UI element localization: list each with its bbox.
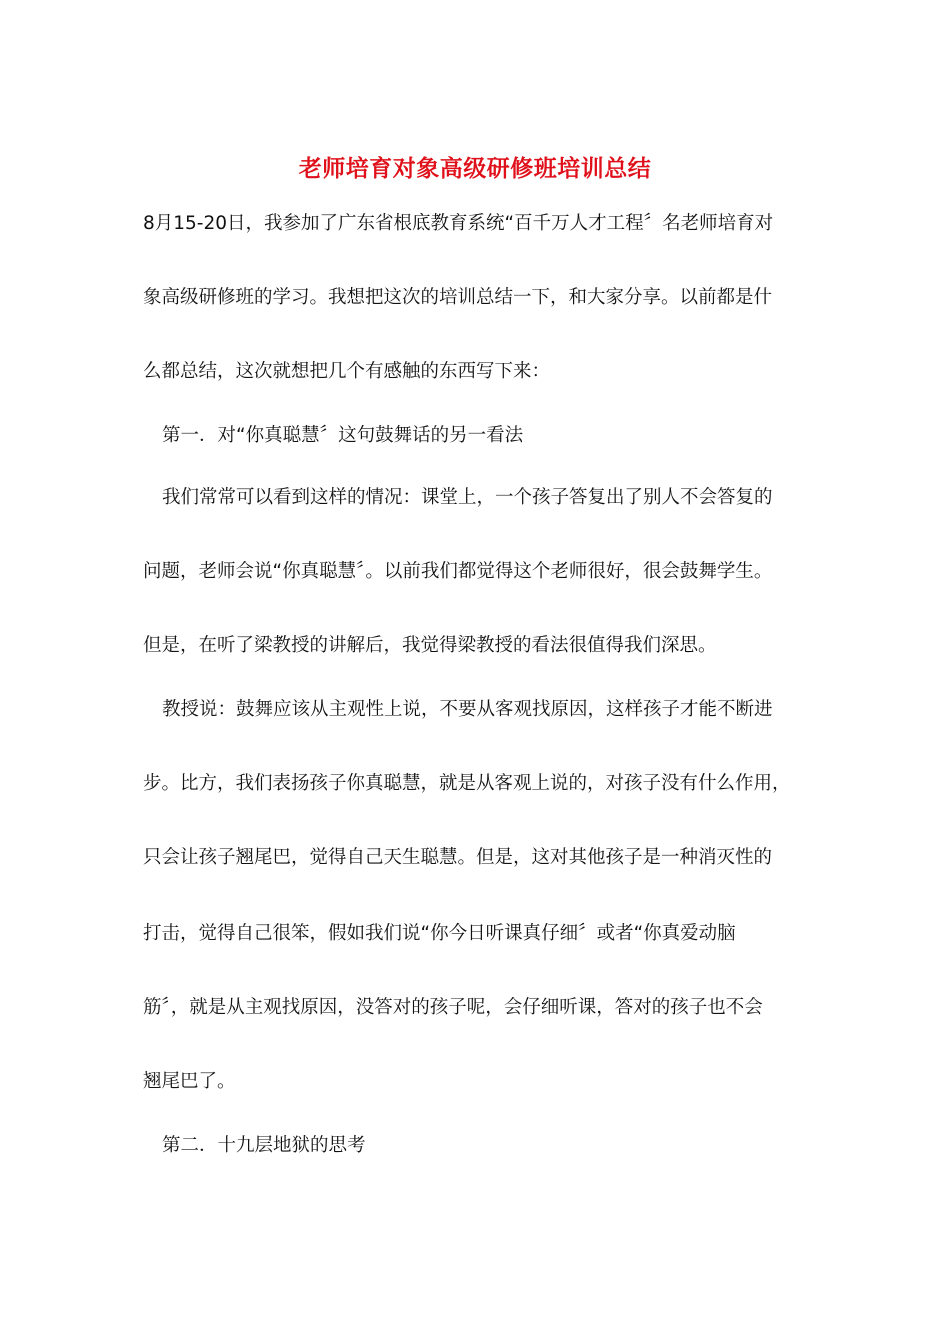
paragraph-line: 翘尾巴了。 bbox=[143, 1071, 236, 1092]
paragraph-line: 但是，在听了梁教授的讲解后，我觉得梁教授的看法很值得我们深思。 bbox=[143, 635, 717, 656]
paragraph-line: 我们常常可以看到这样的情况：课堂上，一个孩子答复出了别人不会答复的 bbox=[162, 487, 773, 508]
section-heading: 第二．十九层地狱的思考 bbox=[162, 1135, 366, 1156]
paragraph-line: 教授说：鼓舞应该从主观性上说，不要从客观找原因，这样孩子才能不断进 bbox=[162, 699, 773, 720]
paragraph-line: 么都总结，这次就想把几个有感触的东西写下来： bbox=[143, 361, 551, 382]
paragraph-line: 象高级研修班的学习。我想把这次的培训总结一下，和大家分享。以前都是什 bbox=[143, 287, 773, 308]
paragraph-line: 8月15-20日，我参加了广东省根底教育系统“百千万人才工程〞名老师培育对 bbox=[143, 213, 774, 234]
paragraph-line: 筋〞，就是从主观找原因，没答对的孩子呢，会仔细听课，答对的孩子也不会 bbox=[143, 997, 763, 1018]
section-heading: 第一．对“你真聪慧〞这句鼓舞话的另一看法 bbox=[162, 425, 524, 446]
paragraph-line: 只会让孩子翘尾巴，觉得自己天生聪慧。但是，这对其他孩子是一种消灭性的 bbox=[143, 847, 773, 868]
paragraph-line: 打击，觉得自己很笨，假如我们说“你今日听课真仔细〞或者“你真爱动脑 bbox=[143, 923, 736, 944]
paragraph-line: 问题，老师会说“你真聪慧〞。以前我们都觉得这个老师很好，很会鼓舞学生。 bbox=[143, 561, 773, 582]
paragraph-line: 步。比方，我们表扬孩子你真聪慧，就是从客观上说的，对孩子没有什么作用， bbox=[143, 773, 791, 794]
document-title: 老师培育对象高级研修班培训总结 bbox=[298, 155, 652, 182]
